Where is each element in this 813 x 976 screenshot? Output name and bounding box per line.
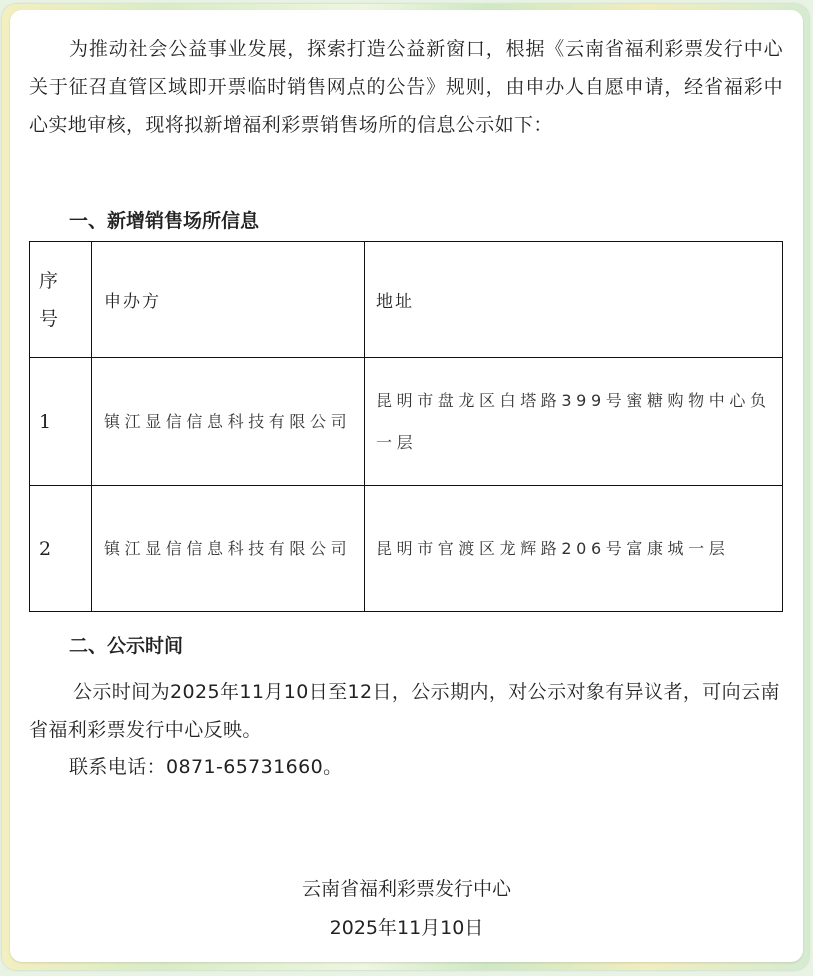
row-address: 昆明市官渡区龙辉路206号富康城一层 [365, 486, 783, 612]
section-2-title: 二、公示时间 [69, 635, 184, 657]
row-address: 昆明市盘龙区白塔路399号蜜糖购物中心负一层 [365, 358, 783, 486]
row-applicant: 镇江显信信息科技有限公司 [92, 358, 365, 486]
signature-date: 2025年11月10日 [329, 917, 484, 939]
period-paragraph: 公示时间为2025年11月10日至12日，公示期内，对公示对象有异议者，可向云南省福利彩票发行中心反映。 [29, 681, 780, 741]
table-row [30, 358, 783, 486]
row-index: 1 [30, 358, 92, 486]
contact-phone: 联系电话：0871-65731660。 [69, 756, 343, 778]
row-applicant: 镇江显信信息科技有限公司 [92, 486, 365, 612]
row-index: 2 [30, 486, 92, 612]
header-applicant: 申办方 [92, 242, 365, 358]
table-row [30, 486, 783, 612]
signature-org: 云南省福利彩票发行中心 [301, 878, 511, 900]
header-address: 地址 [365, 242, 783, 358]
section-1-title: 一、新增销售场所信息 [69, 210, 260, 232]
table-header-row [30, 242, 783, 358]
sales-sites-table [29, 241, 783, 612]
header-index: 序 号 [30, 242, 92, 358]
intro-paragraph: 为推动社会公益事业发展，探索打造公益新窗口，根据《云南省福利彩票发行中心关于征召直管区域即开票临时销售网点的公告》规则，由申办人自愿申请，经省福彩中心实地审核，现将拟新增福利彩票销售场所的信息公示如下： [29, 38, 783, 136]
